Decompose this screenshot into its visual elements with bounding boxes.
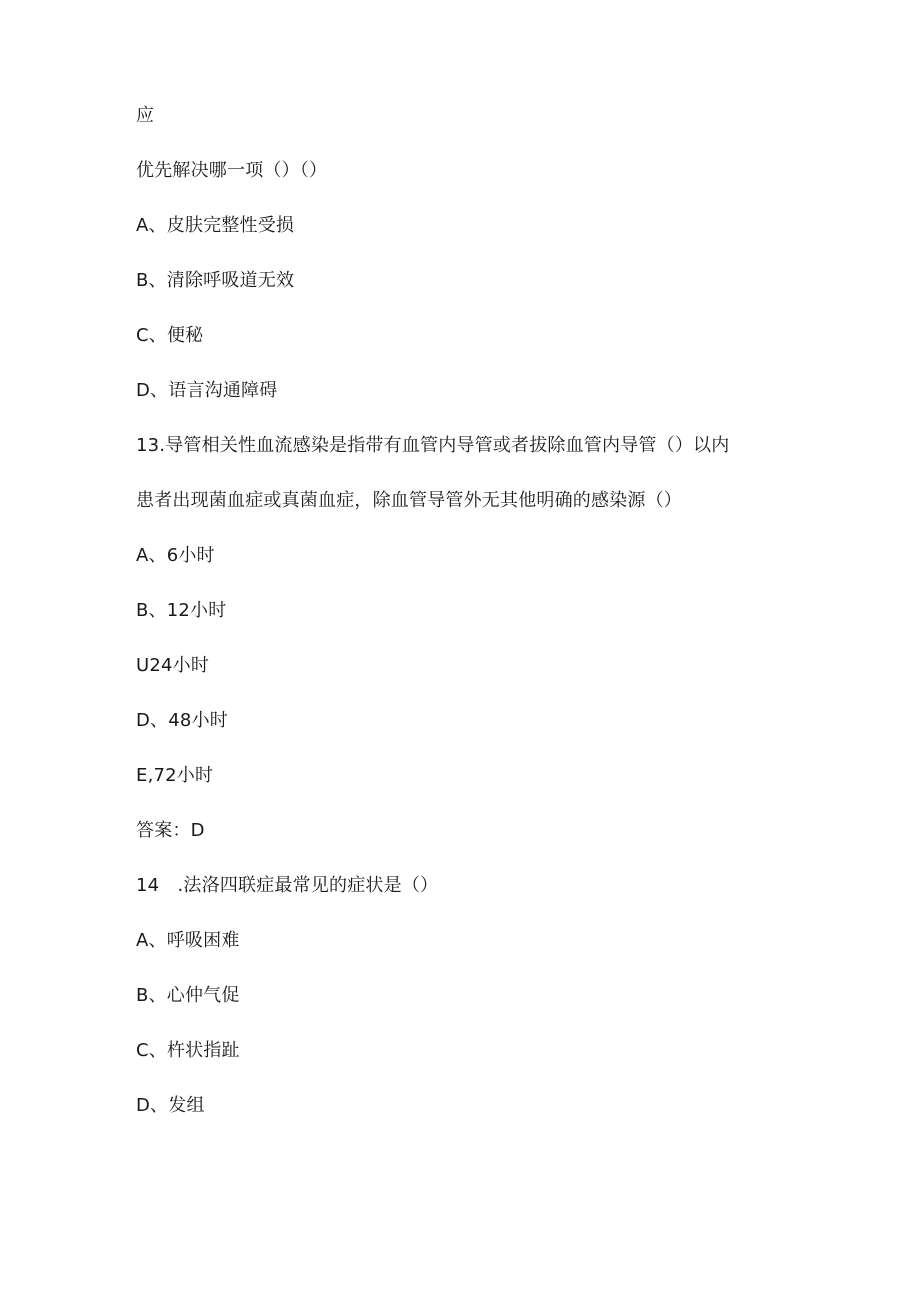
question-14-stem: 14 .法洛四联症最常见的症状是（） <box>136 875 439 896</box>
option-e: E,72小时 <box>136 765 214 786</box>
question-12-stem-end: 优先解决哪一项（）（） <box>136 160 328 181</box>
option-b: B、心仲气促 <box>136 985 240 1006</box>
option-d: D、语言沟通障碍 <box>136 380 278 401</box>
option-d: D、发组 <box>136 1095 205 1116</box>
question-13-stem: 13.导管相关性血流感染是指带有血管内导管或者拔除血管内导管（）以内 <box>136 435 730 456</box>
option-d: D、48小时 <box>136 710 228 731</box>
option-b: B、清除呼吸道无效 <box>136 270 295 291</box>
answer: 答案：D <box>136 820 205 841</box>
text-line-fragment: 应 <box>136 105 155 126</box>
option-c: U24小时 <box>136 655 210 676</box>
question-13-stem-continued: 患者出现菌血症或真菌血症，除血管导管外无其他明确的感染源（） <box>136 490 682 511</box>
option-b: B、12小时 <box>136 600 227 621</box>
option-a: A、呼吸困难 <box>136 930 240 951</box>
option-a: A、皮肤完整性受损 <box>136 215 295 236</box>
option-a: A、6小时 <box>136 545 215 566</box>
option-c: C、杵状指趾 <box>136 1040 240 1061</box>
option-c: C、便秘 <box>136 325 204 346</box>
